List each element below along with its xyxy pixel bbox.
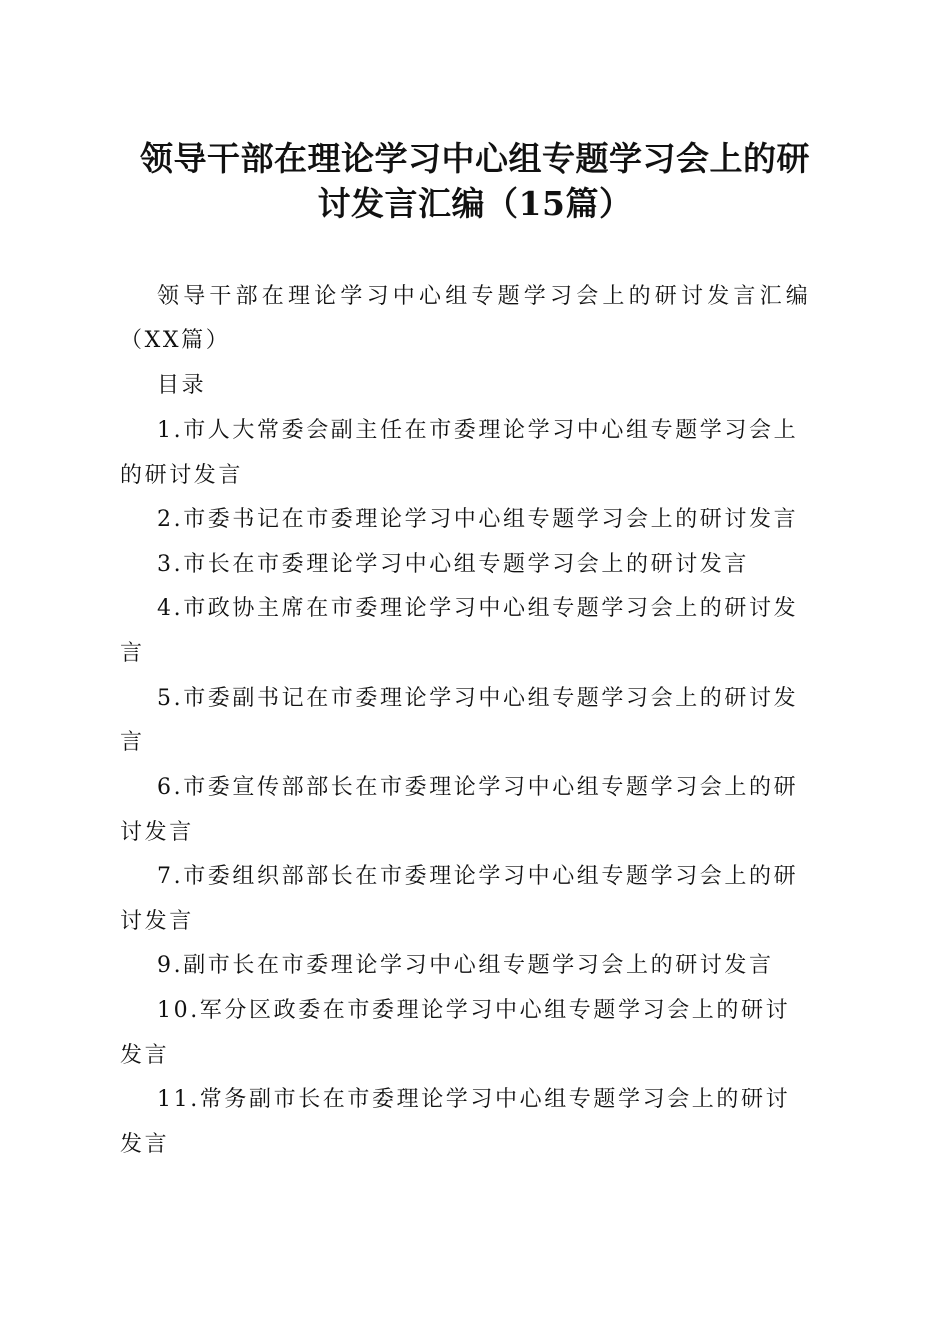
- toc-item-10-cont: 发言: [120, 1043, 170, 1068]
- toc-item-3: 3.市长在市委理论学习中心组专题学习会上的研讨发言: [157, 552, 749, 577]
- toc-item-9: 9.副市长在市委理论学习中心组专题学习会上的研讨发言: [157, 953, 774, 978]
- toc-item-4-cont: 言: [120, 641, 145, 666]
- document-title-line-2: 讨发言汇编（15篇）: [317, 184, 633, 223]
- toc-item-5: 5.市委副书记在市委理论学习中心组专题学习会上的研讨发: [157, 686, 799, 711]
- toc-heading: 目录: [157, 373, 207, 398]
- toc-item-11-cont: 发言: [120, 1132, 170, 1157]
- toc-item-2: 2.市委书记在市委理论学习中心组专题学习会上的研讨发言: [157, 507, 799, 532]
- document-title-line-1: 领导干部在理论学习中心组专题学习会上的研: [140, 139, 810, 178]
- intro-line-2: （XX篇）: [120, 328, 231, 353]
- toc-item-1-cont: 的研讨发言: [120, 463, 244, 488]
- toc-item-7-cont: 讨发言: [120, 909, 194, 934]
- toc-item-6: 6.市委宣传部部长在市委理论学习中心组专题学习会上的研: [157, 775, 799, 800]
- toc-item-4: 4.市政协主席在市委理论学习中心组专题学习会上的研讨发: [157, 596, 799, 621]
- toc-item-5-cont: 言: [120, 730, 145, 755]
- toc-item-6-cont: 讨发言: [120, 820, 194, 845]
- toc-item-11: 11.常务副市长在市委理论学习中心组专题学习会上的研讨: [157, 1087, 791, 1112]
- toc-item-7: 7.市委组织部部长在市委理论学习中心组专题学习会上的研: [157, 864, 799, 889]
- toc-item-10: 10.军分区政委在市委理论学习中心组专题学习会上的研讨: [157, 998, 791, 1023]
- toc-item-1: 1.市人大常委会副主任在市委理论学习中心组专题学习会上: [157, 418, 799, 443]
- intro-line-1: 领导干部在理论学习中心组专题学习会上的研讨发言汇编: [157, 284, 813, 309]
